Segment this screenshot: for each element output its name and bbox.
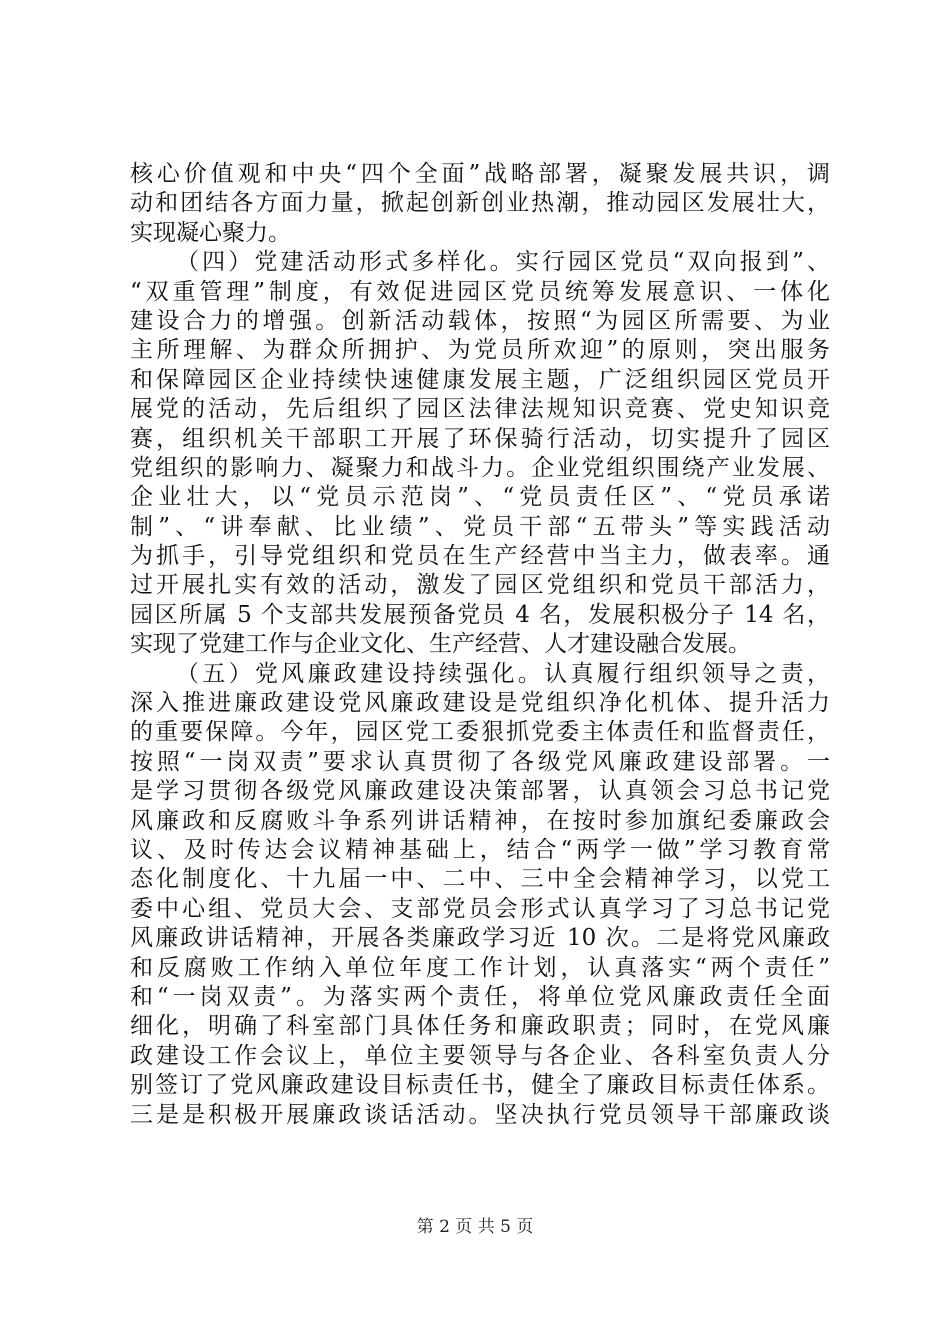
text-line: 政建设工作会议上，单位主要领导与各企业、各科室负责人分 — [130, 1042, 830, 1069]
text-line: 过开展扎实有效的活动，激发了园区党组织和党员干部活力， — [130, 572, 830, 599]
text-line: 深入推进廉政建设党风廉政建设是党组织净化机体、提升活力 — [130, 690, 830, 717]
text-line: 议、及时传达会议精神基础上，结合“两学一做”学习教育常 — [130, 836, 830, 863]
page-number-footer: 第 2 页 共 5 页 — [416, 1217, 534, 1237]
text-line: 动和团结各方面力量，掀起创新创业热潮，推动园区发展壮大， — [130, 190, 830, 217]
text-line: 党组织的影响力、凝聚力和战斗力。企业党组织围绕产业发展、 — [130, 454, 830, 481]
text-line: 园区所属 5 个支部共发展预备党员 4 名，发展积极分子 14 名， — [130, 601, 830, 628]
text-line: 建设合力的增强。创新活动载体，按照“为园区所需要、为业 — [130, 307, 830, 334]
text-line: 和反腐败工作纳入单位年度工作计划，认真落实“两个责任” — [130, 954, 830, 981]
text-line: “双重管理”制度，有效促进园区党员统筹发展意识、一体化 — [130, 278, 830, 305]
text-line: 细化，明确了科室部门具体任务和廉政职责；同时，在党风廉 — [130, 1013, 830, 1040]
text-line: 别签订了党风廉政建设目标责任书，健全了廉政目标责任体系。 — [130, 1072, 830, 1099]
text-line: 和“一岗双责”。为落实两个责任，将单位党风廉政责任全面 — [130, 983, 830, 1010]
text-line: 核心价值观和中央“四个全面”战略部署，凝聚发展共识，调 — [130, 161, 830, 187]
text-line: 制”、“讲奉献、比业绩”、党员干部“五带头”等实践活动 — [130, 513, 830, 540]
text-line: 委中心组、党员大会、支部党员会形式认真学习了习总书记党 — [130, 895, 830, 922]
text-line: 态化制度化、十九届一中、二中、三中全会精神学习，以党工 — [130, 866, 830, 893]
text-line: 和保障园区企业持续快速健康发展主题，广泛组织园区党员开 — [130, 366, 830, 393]
paragraph-5-heading-line: （五）党风廉政建设持续强化。认真履行组织领导之责， — [176, 660, 830, 687]
text-line: 展党的活动，先后组织了园区法律法规知识竞赛、党史知识竞 — [130, 396, 830, 423]
text-line: 企业壮大，以“党员示范岗”、“党员责任区”、“党员承诺 — [130, 484, 830, 511]
text-line: 赛，组织机关干部职工开展了环保骑行活动，切实提升了园区 — [130, 425, 830, 452]
text-line: 为抓手，引导党组织和党员在生产经营中当主力，做表率。通 — [130, 543, 830, 570]
text-line: 实现了党建工作与企业文化、生产经营、人才建设融合发展。 — [130, 631, 751, 658]
text-line: 实现凝心聚力。 — [130, 219, 291, 246]
text-line: 三是是积极开展廉政谈话活动。坚决执行党员领导干部廉政谈 — [130, 1101, 830, 1128]
text-line: 主所理解、为群众所拥护、为党员所欢迎”的原则，突出服务 — [130, 337, 830, 364]
text-line: 是学习贯彻各级党风廉政建设决策部署，认真领会习总书记党 — [130, 778, 830, 805]
document-body — [130, 160, 830, 1130]
text-line: 的重要保障。今年，园区党工委狠抓党委主体责任和监督责任， — [130, 719, 830, 746]
paragraph-4-heading-line: （四）党建活动形式多样化。实行园区党员“双向报到”、 — [176, 249, 830, 276]
text-line: 风廉政讲话精神，开展各类廉政学习近 10 次。二是将党风廉政 — [130, 925, 830, 952]
text-line: 风廉政和反腐败斗争系列讲话精神，在按时参加旗纪委廉政会 — [130, 807, 830, 834]
text-line: 按照“一岗双责”要求认真贯彻了各级党风廉政建设部署。一 — [130, 748, 830, 775]
